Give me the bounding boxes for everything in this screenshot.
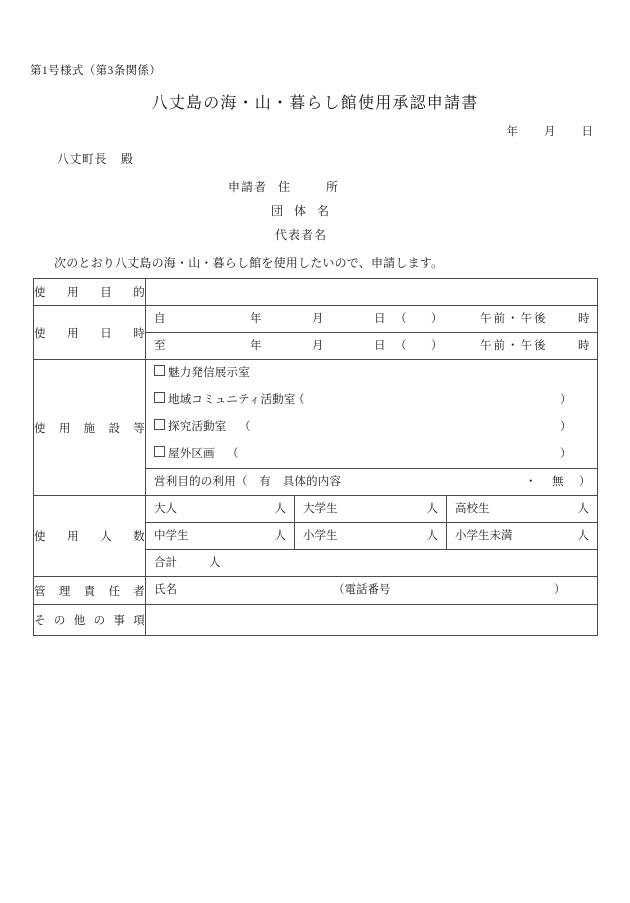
datetime-from-line bbox=[146, 306, 597, 332]
table-row-people-1 bbox=[34, 496, 598, 523]
facility-4-row bbox=[154, 441, 215, 468]
applicant-block bbox=[0, 178, 630, 250]
facility-4-paren-close: ） bbox=[560, 448, 572, 460]
people-total-unit: 人 bbox=[209, 557, 221, 569]
table-row-facility-1 bbox=[34, 360, 598, 388]
field-people-university[interactable] bbox=[295, 496, 447, 523]
manager-tel-paren-close: ） bbox=[554, 584, 566, 596]
datetime-from-year: 年 bbox=[250, 313, 262, 325]
datetime-to-hour: 時 bbox=[578, 340, 590, 352]
datetime-to-day: 日 bbox=[374, 340, 386, 352]
facility-1-label: 魅力発信展示室 bbox=[168, 367, 250, 379]
people-preschool-unit: 人 bbox=[577, 530, 590, 542]
label-purpose: 使用目的 bbox=[34, 279, 146, 306]
date-month-label: 月 bbox=[544, 126, 556, 138]
field-facility-1[interactable] bbox=[146, 360, 598, 388]
addressee-honorific: 殿 bbox=[121, 152, 134, 166]
application-form-table bbox=[33, 278, 598, 636]
applicant-representative-row bbox=[0, 226, 630, 250]
field-datetime-to[interactable] bbox=[146, 333, 598, 360]
datetime-to-line bbox=[146, 333, 597, 359]
people-cell-highschool bbox=[447, 496, 597, 522]
datetime-from-month: 月 bbox=[312, 313, 324, 325]
datetime-to-paren-close: ） bbox=[431, 340, 443, 352]
field-people-preschool[interactable] bbox=[447, 523, 598, 550]
facility-option-3[interactable] bbox=[146, 414, 597, 441]
table-row-manager bbox=[34, 577, 598, 605]
people-elementary-label: 小学生 bbox=[303, 530, 338, 542]
people-cell-preschool bbox=[447, 523, 597, 549]
facility-2-label: 地域コミュニティ活動室 bbox=[168, 394, 296, 406]
field-profit-use[interactable] bbox=[146, 469, 598, 496]
profit-use-line bbox=[146, 469, 597, 495]
table-row-purpose bbox=[34, 279, 598, 306]
date-day-label: 日 bbox=[581, 126, 593, 138]
applicant-address-row bbox=[0, 178, 630, 202]
people-cell-juniorhigh bbox=[146, 523, 294, 549]
facility-1-row bbox=[154, 360, 250, 387]
checkbox-icon[interactable] bbox=[154, 392, 165, 403]
people-highschool-unit: 人 bbox=[577, 503, 590, 515]
field-people-adult[interactable] bbox=[146, 496, 295, 523]
field-purpose[interactable] bbox=[146, 279, 598, 306]
field-people-juniorhigh[interactable] bbox=[146, 523, 295, 550]
checkbox-icon[interactable] bbox=[154, 365, 165, 376]
people-elementary-unit: 人 bbox=[426, 530, 438, 542]
facility-option-4[interactable] bbox=[146, 441, 597, 468]
facility-3-row bbox=[154, 414, 227, 441]
people-cell-university bbox=[295, 496, 446, 522]
date-line bbox=[0, 123, 593, 139]
field-manager[interactable] bbox=[146, 577, 598, 605]
people-adult-label: 大人 bbox=[154, 503, 177, 515]
table-row-other bbox=[34, 605, 598, 636]
facility-3-paren-close: ） bbox=[560, 421, 572, 433]
label-datetime: 使用日時 bbox=[34, 306, 146, 360]
profit-use-no-option: ・ 無 ） bbox=[525, 476, 593, 488]
facility-2-row bbox=[154, 387, 296, 414]
addressee-name: 八丈町長 bbox=[57, 152, 108, 166]
people-cell-elementary bbox=[295, 523, 446, 549]
applicant-representative-label: 代表者名 bbox=[275, 228, 328, 242]
facility-2-paren-close: ） bbox=[560, 394, 572, 406]
facility-3-paren-open: （ bbox=[239, 421, 251, 433]
field-facility-3[interactable] bbox=[146, 414, 598, 441]
field-facility-4[interactable] bbox=[146, 441, 598, 469]
people-preschool-label: 小学生未満 bbox=[455, 530, 513, 542]
label-manager: 管理責任者 bbox=[34, 577, 146, 605]
people-juniorhigh-label: 中学生 bbox=[154, 530, 189, 542]
facility-option-1[interactable] bbox=[146, 360, 597, 387]
intro-sentence: 次のとおり八丈島の海・山・暮らし館を使用したいので、申請します。 bbox=[54, 256, 444, 270]
date-year-label: 年 bbox=[506, 126, 518, 138]
field-people-total[interactable] bbox=[146, 550, 598, 577]
datetime-to-ampm: 午前・午後 bbox=[480, 340, 548, 352]
people-university-label: 大学生 bbox=[303, 503, 338, 515]
label-other: その他の事項 bbox=[34, 605, 146, 636]
datetime-to-paren-open: （ bbox=[395, 340, 407, 352]
people-total-line bbox=[146, 550, 597, 576]
label-people: 使用人数 bbox=[34, 496, 146, 577]
datetime-from-hour: 時 bbox=[578, 313, 590, 325]
people-juniorhigh-unit: 人 bbox=[274, 530, 286, 542]
facility-option-2[interactable] bbox=[146, 387, 597, 414]
datetime-from-prefix: 自 bbox=[154, 313, 166, 325]
addressee bbox=[57, 150, 134, 167]
field-people-highschool[interactable] bbox=[447, 496, 598, 523]
facility-3-label: 探究活動室 bbox=[168, 421, 227, 433]
profit-use-label: 営利目的の利用（ 有 具体的内容 bbox=[154, 476, 342, 488]
people-cell-adult bbox=[146, 496, 294, 522]
manager-name-label: 氏名 bbox=[154, 584, 177, 596]
form-code: 第1号様式（第3条関係） bbox=[30, 65, 162, 77]
datetime-from-paren-close: ） bbox=[431, 313, 443, 325]
facility-4-label: 屋外区画 bbox=[168, 448, 215, 460]
people-highschool-label: 高校生 bbox=[455, 503, 490, 515]
field-facility-2[interactable] bbox=[146, 387, 598, 414]
checkbox-icon[interactable] bbox=[154, 446, 165, 457]
page-title: 八丈島の海・山・暮らし館使用承認申請書 bbox=[151, 95, 479, 112]
field-datetime-from[interactable] bbox=[146, 306, 598, 333]
facility-2-paren-open: （ bbox=[293, 394, 305, 406]
datetime-to-prefix: 至 bbox=[154, 340, 166, 352]
datetime-to-month: 月 bbox=[312, 340, 324, 352]
facility-4-paren-open: （ bbox=[227, 448, 239, 460]
checkbox-icon[interactable] bbox=[154, 419, 165, 430]
applicant-label: 申請者 bbox=[228, 180, 268, 194]
applicant-address-label: 住 所 bbox=[278, 180, 343, 194]
label-facility: 使用施設等 bbox=[34, 360, 146, 496]
people-total-label: 合計 bbox=[154, 557, 177, 569]
datetime-to-year: 年 bbox=[250, 340, 262, 352]
manager-tel-label: （電話番号 bbox=[333, 584, 391, 596]
table-row-datetime-from bbox=[34, 306, 598, 333]
datetime-from-paren-open: （ bbox=[395, 313, 407, 325]
people-adult-unit: 人 bbox=[274, 503, 286, 515]
applicant-organization-label: 団 体 名 bbox=[271, 204, 334, 218]
people-university-unit: 人 bbox=[426, 503, 438, 515]
applicant-organization-row bbox=[0, 202, 630, 226]
manager-line bbox=[146, 577, 597, 604]
datetime-from-day: 日 bbox=[374, 313, 386, 325]
field-other[interactable] bbox=[146, 605, 598, 636]
field-people-elementary[interactable] bbox=[295, 523, 447, 550]
datetime-from-ampm: 午前・午後 bbox=[480, 313, 548, 325]
